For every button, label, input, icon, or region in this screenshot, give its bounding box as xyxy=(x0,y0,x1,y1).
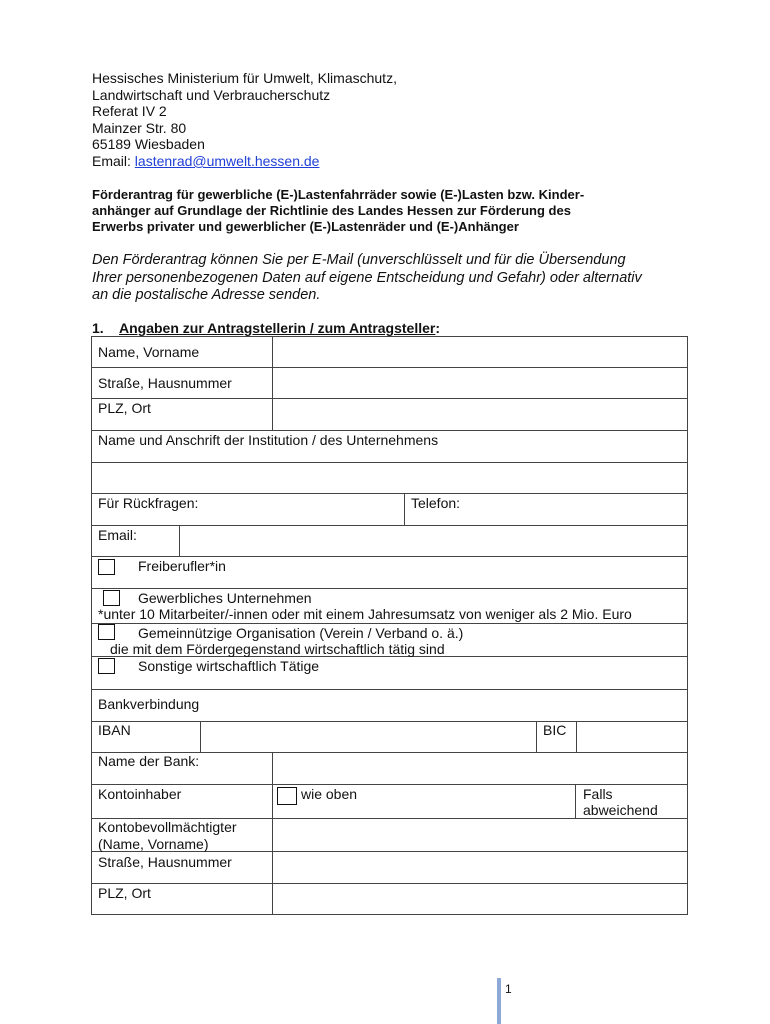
nonprofit-note: die mit dem Fördergegenstand wirtschaftlich tätig sind xyxy=(110,641,445,657)
row-sep xyxy=(91,721,688,722)
row-sep xyxy=(91,430,688,431)
bic-label: BIC xyxy=(543,722,567,738)
address-line-unit: Referat IV 2 xyxy=(92,103,167,120)
col-sep xyxy=(200,721,201,752)
as-above-checkbox[interactable] xyxy=(277,787,297,805)
other-label: Sonstige wirtschaftlich Tätige xyxy=(138,658,320,674)
if-different-label-1: Falls xyxy=(583,786,613,802)
phone-label: Telefon: xyxy=(411,495,461,511)
document-title xyxy=(92,187,682,235)
as-above-label: wie oben xyxy=(301,786,358,802)
row-sep xyxy=(91,689,688,690)
authorized-label-1: Kontobevollmächtigter xyxy=(98,819,237,835)
nonprofit-label: Gemeinnützige Organisation (Verein / Verband o. ä.) xyxy=(138,625,464,641)
row-sep xyxy=(91,367,688,368)
authorized-label-2: (Name, Vorname) xyxy=(98,836,209,852)
frame-top xyxy=(91,336,688,337)
section-title-text: Angaben zur Antragstellerin / zum Antragsteller xyxy=(119,320,436,336)
col-sep xyxy=(576,721,577,752)
frame-left xyxy=(91,336,92,915)
other-checkbox[interactable] xyxy=(98,658,115,674)
row-sep xyxy=(91,883,688,884)
nonprofit-checkbox[interactable] xyxy=(98,624,115,640)
intro-line-2: Ihrer personenbezogenen Daten auf eigene Entscheidung und Gefahr) oder alternativ xyxy=(92,269,642,286)
bank-label: Bankverbindung xyxy=(98,696,200,712)
section-number: 1. xyxy=(92,320,104,336)
address-line-ministry: Hessisches Ministerium für Umwelt, Klimaschutz, xyxy=(92,70,397,86)
address-line-street: Mainzer Str. 80 xyxy=(92,119,187,136)
business-note: *unter 10 Mitarbeiter/-innen oder mit einem Jahresumsatz von weniger als 2 Mio. Euro xyxy=(98,606,632,622)
title-line-1: Förderantrag für gewerbliche (E-)Lastenfahrräder sowie (E-)Lasten bzw. Kinder- xyxy=(92,187,585,202)
business-label: Gewerbliches Unternehmen xyxy=(138,590,312,606)
row-sep xyxy=(91,588,688,589)
street-label: Straße, Hausnummer xyxy=(98,375,232,391)
freelancer-checkbox[interactable] xyxy=(98,559,115,575)
section-title xyxy=(92,320,440,336)
title-line-2: anhänger auf Grundlage der Richtlinie des Landes Hessen zur Förderung des xyxy=(92,203,571,218)
bank-name-label: Name der Bank: xyxy=(98,753,200,769)
col-sep xyxy=(404,493,405,525)
row-sep xyxy=(91,462,688,463)
email-link[interactable]: lastenrad@umwelt.hessen.de xyxy=(134,152,320,169)
address-email-row xyxy=(92,153,397,170)
address-email-label: Email: xyxy=(92,152,135,169)
intro-line-3: an die postalische Adresse senden. xyxy=(92,287,321,303)
name-label: Name, Vorname xyxy=(98,344,200,360)
intro-line-1: Den Förderantrag können Sie per E-Mail (unverschlüsselt und für die Übersendung xyxy=(92,252,626,268)
col-sep xyxy=(272,752,273,914)
row-sep xyxy=(91,493,688,494)
address-line-department: Landwirtschaft und Verbraucherschutz xyxy=(92,86,331,103)
if-different-label-2: abweichend xyxy=(583,802,658,818)
col-sep xyxy=(179,525,180,556)
row-sep xyxy=(91,556,688,557)
section-title-colon: : xyxy=(435,320,441,336)
auth-zip-city-label: PLZ, Ort xyxy=(98,885,151,901)
row-sep xyxy=(91,525,688,526)
intro-paragraph xyxy=(92,252,692,305)
col-sep xyxy=(536,721,537,752)
row-sep xyxy=(91,623,688,624)
address-line-city: 65189 Wiesbaden xyxy=(92,136,205,153)
zip-city-label: PLZ, Ort xyxy=(98,400,151,416)
page-number: 1 xyxy=(505,982,512,996)
applicant-form-table xyxy=(91,336,688,915)
freelancer-label: Freiberufler*in xyxy=(138,558,226,574)
frame-right xyxy=(687,336,688,915)
auth-street-label: Straße, Hausnummer xyxy=(98,854,232,870)
frame-bottom xyxy=(91,914,688,915)
page-number-bar xyxy=(497,978,501,1024)
iban-label: IBAN xyxy=(98,722,131,738)
institution-label: Name und Anschrift der Institution / des Unternehmens xyxy=(98,432,439,448)
col-sep xyxy=(575,784,576,818)
queries-label: Für Rückfragen: xyxy=(98,495,199,511)
row-sep xyxy=(91,784,688,785)
email-label: Email: xyxy=(98,527,137,543)
title-line-3: Erwerbs privater und gewerblicher (E-)Lastenräder und (E-)Anhänger xyxy=(92,219,519,234)
business-checkbox[interactable] xyxy=(103,590,120,606)
col-sep xyxy=(272,336,273,430)
account-holder-label: Kontoinhaber xyxy=(98,786,182,802)
row-sep xyxy=(91,398,688,399)
recipient-address xyxy=(92,70,397,170)
